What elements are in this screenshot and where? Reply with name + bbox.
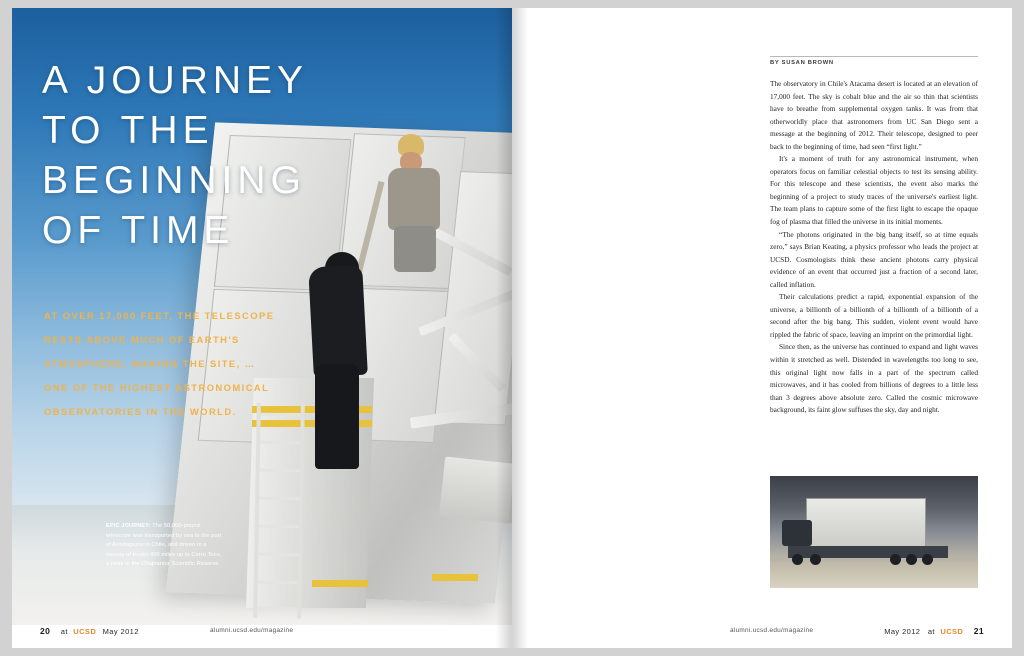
- caption-text: The 50,000-pound telescope was transported by sea to the port of Antofagasta in Chile, and driven in a convoy of trucks 400 miles up to Cerro Toco, a peak in the Chajnantor Scientific Reserve.: [106, 523, 222, 568]
- deck-line: ATMOSPHERE, MAKING THE SITE, …: [44, 357, 256, 369]
- right-footer: [512, 626, 1012, 640]
- truck-wheel: [890, 554, 901, 565]
- page-number-left: 20: [40, 626, 51, 636]
- paragraph: Since then, as the universe has continued to expand and light waves within it stretched as well. Distended in wavelengths too long to see, this original light now falls in a part of the spectrum called microwaves, and it has cooled from billions of degrees to a little less than 3 degrees above absolute zero. Called the cosmic microwave background, its faint glow suffuses the sky, day and night.: [770, 342, 978, 415]
- brand-right: UCSD: [940, 627, 964, 636]
- deck-line: ONE OF THE HIGHEST ASTRONOMICAL: [44, 381, 270, 393]
- truck-wheel: [810, 554, 821, 565]
- byline: BY SUSAN BROWN: [770, 56, 978, 66]
- page-number-right: 21: [973, 626, 984, 636]
- magazine-name-right: at: [927, 627, 935, 636]
- paragraph: “The photons originated in the big bang itself, so at time equals zero,” says Brian Keating, a physics professor who leads the project at UCSD. Cosmologists think these ancient photons carry physical evidence of an event that occurred just a fraction of a second later, called inflation.: [770, 229, 978, 289]
- paragraph: Their calculations predict a rapid, exponential expansion of the universe, a billionth of a billionth of a billionth of a billionth of a second after the big bang. This sudden, violent event would have rippled the fabric of space, leaving an imprint on the primordial light.: [770, 292, 978, 339]
- photo-caption: [106, 522, 224, 570]
- deck-line: AT OVER 17,000 FEET, THE TELESCOPE: [44, 310, 275, 321]
- hero-photograph: [12, 8, 512, 625]
- issue-right: May 2012: [884, 627, 921, 636]
- paragraph: The observatory in Chile's Atacama desert is located at an elevation of 17,000 feet. The sky is cobalt blue and the air so thin that scientists have to breathe from supplemental oxygen tanks. It was from that otherworldly place that astronomers from UC San Diego sent a message at the beginning of 2012. Their telescope, designed to peer back to the beginning of time, had seen “first light.”: [770, 79, 978, 151]
- url-right[interactable]: alumni.ucsd.edu/magazine: [730, 627, 814, 634]
- deck: [44, 304, 294, 424]
- truck-wheel: [792, 554, 803, 565]
- caption-label: EPIC JOURNEY:: [106, 523, 151, 529]
- right-page: [512, 8, 1012, 648]
- ladder: [253, 403, 305, 619]
- left-footer: [12, 626, 512, 640]
- truck-wheel: [922, 554, 933, 565]
- truck-cab: [782, 520, 812, 546]
- magazine-name-left: at: [60, 627, 68, 636]
- truck-wheel: [906, 554, 917, 565]
- worker-lower: [305, 236, 377, 464]
- article-body: [770, 78, 978, 417]
- deck-line: RESTS ABOVE MUCH OF EARTH'S: [44, 333, 240, 345]
- paragraph: It's a moment of truth for any astronomical instrument, when operators focus on familiar celestial objects to test its sensing ability. For this telescope and these scientists, the event also marks the beginning of a project to study traces of the universe's earliest light. The team plans to capture some of the first light to escape the opaque fog of plasma that filled the universe in its initial moments.: [770, 154, 978, 227]
- issue-left: May 2012: [102, 627, 139, 636]
- yellow-strap: [312, 580, 368, 587]
- brand-left: UCSD: [73, 627, 97, 636]
- headline: A JOURNEY TO THE BEGINNING OF TIME: [42, 59, 308, 252]
- url-left[interactable]: alumni.ucsd.edu/magazine: [210, 627, 294, 634]
- right-folio: [884, 626, 984, 636]
- worker-upper: [384, 134, 454, 264]
- inset-photograph: [770, 476, 978, 588]
- left-page: [12, 8, 512, 648]
- left-folio: [40, 626, 139, 636]
- inset-ground: [770, 562, 978, 588]
- yellow-strap: [432, 574, 478, 581]
- support-base: [439, 457, 512, 524]
- deck-line: OBSERVATORIES IN THE WORLD.: [44, 405, 237, 417]
- truck-icon: [806, 498, 926, 552]
